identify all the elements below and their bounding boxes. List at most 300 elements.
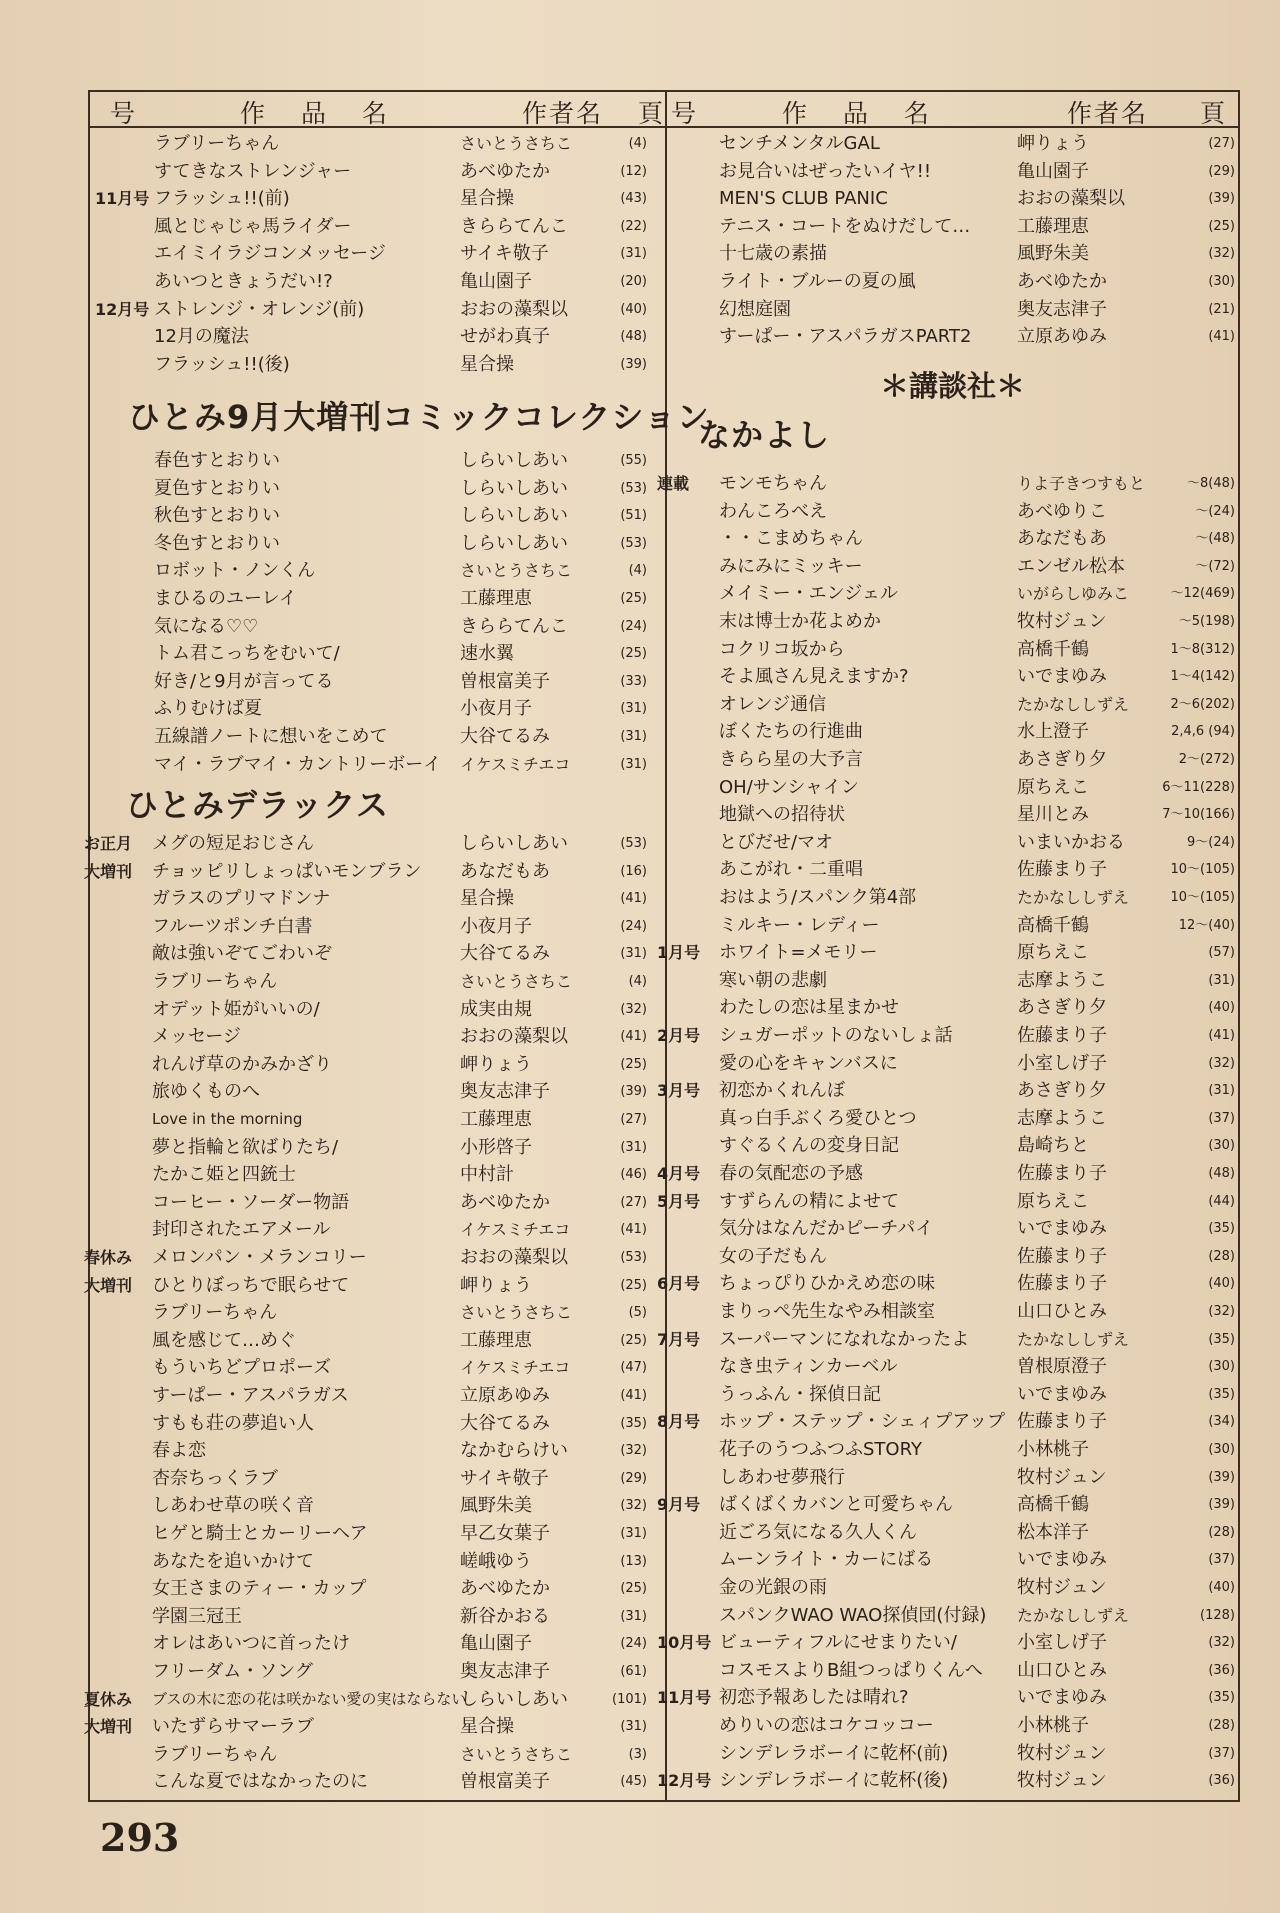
author-name: イケスミチエコ — [460, 1220, 571, 1240]
page-ref: (39) — [1208, 1469, 1235, 1485]
page-ref: (51) — [620, 508, 647, 524]
table-row — [667, 1546, 1242, 1573]
table-row — [90, 158, 665, 185]
author-name: 佐藤まり子 — [1017, 1025, 1107, 1046]
author-name: イケスミチエコ — [460, 1358, 571, 1378]
work-title: ロボット・ノンくん — [154, 560, 316, 582]
table-row — [667, 718, 1242, 745]
table-row — [90, 530, 665, 557]
page-ref: (32) — [620, 1498, 647, 1514]
page-ref: (55) — [620, 453, 647, 468]
author-name: いまいかおる — [1017, 831, 1125, 853]
author-name: いでまゆみ — [1017, 666, 1107, 688]
work-title: メロンパン・メランコリー — [152, 1247, 367, 1268]
work-title: お見合いはぜったいイヤ!! — [719, 160, 932, 182]
page-ref: (37) — [1208, 1110, 1235, 1126]
author-name: 小形啓子 — [460, 1136, 532, 1158]
header-author: 作者名 — [1067, 99, 1149, 128]
author-name: さいとうさちこ — [460, 1303, 573, 1323]
work-title: シンデレラボーイに乾杯(前) — [719, 1742, 949, 1764]
work-title: ラブリーちゃん — [152, 971, 278, 992]
author-name: あなだもあ — [460, 860, 550, 882]
work-title: 気になる♡♡ — [154, 615, 259, 637]
header-page: 頁 — [1200, 99, 1228, 128]
issue-label: 11月号 — [95, 189, 150, 209]
page-ref: (41) — [620, 1222, 647, 1238]
page-ref: (57) — [1208, 945, 1235, 961]
page-ref: (43) — [620, 191, 647, 207]
table-row — [667, 856, 1242, 883]
author-name: 亀山園子 — [1017, 160, 1089, 182]
author-name: 風野朱美 — [1017, 243, 1089, 265]
work-title: なき虫ティンカーベル — [719, 1356, 898, 1378]
section-hitomi9-title: ひとみ9月大増刊コミックコレクション — [128, 398, 710, 436]
page-ref: (41) — [1208, 1028, 1235, 1043]
table-row — [667, 268, 1242, 295]
table-row — [667, 1464, 1242, 1491]
issue-label: 夏休み — [84, 1689, 133, 1709]
page-ref: (25) — [1208, 218, 1235, 234]
table-row — [90, 1051, 665, 1078]
page-ref: (35) — [620, 1415, 647, 1431]
page-ref: 〜12(469) — [1170, 586, 1235, 602]
author-name: 亀山園子 — [460, 271, 532, 292]
author-name: 大谷てるみ — [460, 943, 550, 965]
table-row — [667, 1050, 1242, 1077]
table-row — [667, 608, 1242, 635]
author-name: 水上澄子 — [1017, 721, 1089, 743]
author-name: あべゆたか — [460, 1191, 550, 1213]
issue-label: 2月号 — [657, 1026, 701, 1045]
work-title: 花子のうつふつふSTORY — [719, 1439, 922, 1460]
work-title: とびだせ/マオ — [719, 831, 834, 853]
work-title: 初恋かくれんぼ — [719, 1080, 845, 1102]
work-title: まひるのユーレイ — [154, 588, 297, 609]
table-row — [657, 1326, 1242, 1353]
table-row — [90, 296, 665, 323]
work-title: 秋色すとおりい — [154, 505, 280, 527]
table-row — [90, 557, 665, 584]
table-row — [657, 1408, 1242, 1435]
page-ref: (31) — [1208, 972, 1235, 988]
author-name: おおの藻梨以 — [460, 298, 568, 320]
author-name: 立原あゆみ — [460, 1385, 550, 1406]
table-row — [657, 1491, 1242, 1518]
work-title: ラブリーちゃん — [154, 133, 280, 154]
work-title: みにみにミッキー — [719, 555, 863, 577]
table-row — [90, 695, 665, 722]
table-row — [84, 1244, 665, 1271]
page-ref: (40) — [1208, 1000, 1235, 1016]
publisher-title: ＊講談社＊ — [880, 369, 1026, 403]
table-row — [657, 1767, 1242, 1794]
author-name: いでまゆみ — [1017, 1549, 1107, 1571]
work-title: そよ風さん見えますか? — [719, 666, 909, 688]
table-row — [90, 613, 665, 640]
work-title: 真っ白手ぶくろ愛ひとつ — [719, 1107, 917, 1129]
table-row — [667, 240, 1242, 267]
page-ref: (31) — [620, 946, 647, 962]
table-row — [90, 1106, 665, 1133]
author-name: 岬りょう — [460, 1053, 532, 1075]
table-row — [90, 475, 665, 502]
work-title: 十七歳の素描 — [719, 243, 827, 265]
table-row — [90, 668, 665, 695]
work-title: 地獄への招待状 — [719, 804, 845, 826]
table-row — [667, 1519, 1242, 1546]
work-title: 五線譜ノートに想いをこめて — [154, 726, 388, 747]
author-name: りよ子きつすもと — [1017, 474, 1146, 493]
author-name: 速水翼 — [460, 643, 514, 665]
work-title: コクリコ坂から — [719, 638, 845, 660]
work-title: マイ・ラブマイ・カントリーボーイ — [154, 753, 442, 775]
author-name: 星合操 — [460, 353, 514, 375]
index-table — [84, 90, 1240, 1802]
author-name: いでまゆみ — [1017, 1383, 1107, 1405]
table-row — [90, 885, 665, 912]
author-name: 奥友志津子 — [460, 1081, 550, 1103]
page-ref: (20) — [620, 274, 647, 289]
page-ref: (48) — [1208, 1166, 1235, 1181]
author-name: 新谷かおる — [460, 1605, 550, 1627]
page-ref: (47) — [620, 1360, 647, 1376]
work-title: たかこ姫と四銃士 — [152, 1164, 296, 1186]
page-ref: 12〜(40) — [1178, 917, 1235, 933]
work-title: わんころべえ — [719, 500, 827, 522]
page-ref: (28) — [1208, 1718, 1235, 1733]
page-ref: (101) — [612, 1691, 647, 1707]
table-row — [90, 1161, 665, 1188]
header-title: 作 品 名 — [240, 99, 401, 128]
page-ref: (24) — [620, 618, 647, 634]
page-ref: (128) — [1200, 1607, 1235, 1623]
work-title: ラブリーちゃん — [152, 1302, 278, 1324]
page-ref: (40) — [1208, 1580, 1235, 1595]
table-row — [667, 691, 1242, 718]
table-row — [90, 751, 665, 778]
issue-label: 8月号 — [657, 1412, 701, 1432]
page-ref: (24) — [620, 1636, 647, 1652]
page-ref: (27) — [620, 1194, 647, 1210]
table-row — [667, 498, 1242, 525]
work-title: ミルキー・レディー — [719, 914, 880, 936]
issue-label: 6月号 — [657, 1274, 701, 1294]
work-title: 初恋予報あしたは晴れ? — [719, 1687, 909, 1709]
page-ref: (48) — [620, 329, 647, 345]
table-row — [90, 1410, 665, 1437]
work-title: ガラスのプリマドンナ — [152, 888, 331, 910]
work-title: まりっぺ先生なやみ相談室 — [719, 1301, 935, 1322]
page-ref: (33) — [620, 673, 647, 689]
page-ref: (31) — [620, 246, 647, 262]
left-header — [90, 92, 665, 128]
page-ref: 〜(72) — [1195, 558, 1235, 574]
author-name: 奥友志津子 — [1017, 298, 1107, 320]
table-row — [657, 939, 1242, 966]
work-title: れんげ草のかみかざり — [152, 1053, 332, 1075]
issue-label: 11月号 — [657, 1688, 712, 1708]
author-name: サイキ敬子 — [460, 1467, 549, 1489]
page-ref: (13) — [620, 1553, 647, 1569]
work-title: 冬色すとおりい — [154, 532, 280, 554]
issue-label: 10月号 — [657, 1633, 712, 1653]
table-row — [90, 185, 665, 212]
author-name: さいとうさちこ — [460, 1744, 573, 1764]
work-title: あなたを追いかけて — [152, 1550, 314, 1572]
page-ref: (35) — [1208, 1690, 1235, 1706]
work-title: スーパーマンになれなかったよ — [719, 1328, 970, 1350]
table-row — [90, 502, 665, 529]
page-ref: (29) — [620, 1470, 647, 1486]
table-row — [90, 723, 665, 750]
table-row — [90, 1603, 665, 1630]
page-ref: (44) — [1208, 1193, 1235, 1209]
page-ref: (40) — [620, 301, 647, 317]
table-row — [667, 1132, 1242, 1159]
page-ref: (40) — [1208, 1276, 1235, 1292]
table-row — [90, 240, 665, 267]
table-row — [657, 1022, 1242, 1049]
work-title: あこがれ・二重唱 — [719, 859, 863, 881]
author-name: 立原あゆみ — [1017, 326, 1107, 348]
table-row — [90, 913, 665, 940]
author-name: しらいしあい — [460, 477, 568, 499]
work-title: うっふん・探偵日記 — [719, 1383, 881, 1405]
page-ref: (37) — [1208, 1552, 1235, 1568]
work-title: メイミー・エンジェル — [719, 583, 898, 605]
page-number: 293 — [100, 1815, 180, 1860]
work-title: チョッピリしょっぱいモンブラン — [152, 860, 422, 882]
author-name: 島崎ちと — [1017, 1135, 1089, 1157]
page-ref: (30) — [1208, 1138, 1235, 1154]
author-name: おおの藻梨以 — [460, 1247, 568, 1268]
table-row — [667, 801, 1242, 828]
work-title: 夏色すとおりい — [154, 477, 280, 499]
page-ref: (16) — [620, 863, 647, 879]
author-name: 佐藤まり子 — [1017, 1273, 1107, 1295]
work-title: 春色すとおりい — [154, 450, 280, 471]
work-title: ホワイト=メモリー — [719, 942, 878, 964]
table-row — [90, 968, 665, 995]
page-ref: 1〜8(312) — [1170, 641, 1235, 657]
table-row — [84, 1713, 665, 1740]
work-title: 夢と指輪と欲ばりたち/ — [152, 1136, 339, 1158]
author-name: 高橋千鶴 — [1017, 638, 1089, 660]
page-ref: (39) — [1208, 1497, 1235, 1513]
author-name: いでまゆみ — [1017, 1687, 1107, 1709]
work-title: オデット姫がいいの/ — [152, 998, 320, 1020]
work-title: もういちどプロポーズ — [152, 1357, 332, 1379]
table-row — [667, 1353, 1242, 1380]
page-ref: 〜8(48) — [1187, 476, 1235, 491]
work-title: すーぱー・アスパラガス — [152, 1385, 349, 1406]
work-title: すもも荘の夢追い人 — [152, 1412, 314, 1434]
author-name: 牧村ジュン — [1017, 1770, 1107, 1792]
author-name: 山口ひとみ — [1017, 1659, 1107, 1681]
author-name: 小夜月子 — [460, 915, 532, 937]
author-name: たかなししずえ — [1017, 1605, 1130, 1625]
author-name: 星合操 — [460, 188, 514, 210]
author-name: 風野朱美 — [460, 1495, 532, 1517]
page-ref: (31) — [620, 1526, 647, 1541]
table-row — [667, 884, 1242, 911]
author-name: 山口ひとみ — [1017, 1301, 1107, 1322]
page-ref: (39) — [620, 1084, 647, 1100]
author-name: あべゆりこ — [1017, 500, 1107, 522]
table-row — [90, 351, 665, 378]
author-name: 曽根富美子 — [460, 1771, 550, 1793]
table-row — [90, 1465, 665, 1492]
page-ref: (34) — [1208, 1414, 1235, 1430]
author-name: エンゼル松本 — [1017, 555, 1125, 577]
table-row — [90, 1492, 665, 1519]
page-ref: 2,4,6 (94) — [1171, 724, 1235, 740]
work-title: 金の光銀の雨 — [719, 1577, 827, 1598]
page-ref: (12) — [620, 163, 647, 179]
author-name: おおの藻梨以 — [460, 1026, 568, 1048]
author-name: さいとうさちこ — [460, 972, 573, 991]
work-title: ムーンライト・カーにばる — [719, 1549, 934, 1571]
table-row — [667, 213, 1242, 240]
author-name: 牧村ジュン — [1017, 1742, 1107, 1764]
table-row — [667, 1740, 1242, 1767]
page-ref: (30) — [1208, 1359, 1235, 1375]
author-name: 松本洋子 — [1017, 1521, 1089, 1543]
work-title: ホップ・ステップ・シェィプアップ — [719, 1411, 1006, 1433]
author-name: 亀山園子 — [460, 1633, 532, 1655]
author-name: 岬りょう — [460, 1274, 532, 1296]
table-row — [667, 553, 1242, 580]
work-title: スパンクWAO WAO探偵団(付録) — [719, 1604, 987, 1626]
work-title: しあわせ夢飛行 — [719, 1466, 845, 1488]
table-row — [90, 1216, 665, 1243]
author-name: イケスミチエコ — [460, 754, 571, 774]
table-row — [667, 1215, 1242, 1242]
table-row — [90, 1520, 665, 1547]
author-name: たかなししずえ — [1017, 888, 1130, 907]
work-title: オレンジ通信 — [719, 693, 827, 715]
page-ref: (31) — [620, 756, 647, 772]
work-title: オレはあいつに首ったけ — [152, 1633, 350, 1655]
work-title: 幻想庭園 — [719, 298, 791, 320]
page-ref: (36) — [1208, 1662, 1235, 1678]
table-row — [667, 580, 1242, 607]
issue-label: 12月号 — [95, 299, 150, 319]
author-name: 小林桃子 — [1017, 1715, 1089, 1736]
table-row — [90, 1189, 665, 1216]
work-title: 封印されたエアメール — [152, 1219, 331, 1241]
page-ref: (25) — [620, 591, 647, 606]
table-row — [667, 525, 1242, 552]
work-title: わたしの恋は星まかせ — [719, 997, 899, 1019]
author-name: いがらしゆみこ — [1017, 584, 1130, 604]
work-title: ビューティフルにせまりたい/ — [719, 1632, 957, 1654]
author-name: 佐藤まり子 — [1017, 1163, 1107, 1184]
table-row — [90, 1741, 665, 1768]
author-name: 曽根原澄子 — [1017, 1356, 1107, 1378]
issue-label: 7月号 — [657, 1329, 701, 1349]
table-row — [90, 996, 665, 1023]
table-row — [667, 1712, 1242, 1739]
author-name: しらいしあい — [460, 1688, 568, 1710]
author-name: 牧村ジュン — [1017, 1466, 1107, 1488]
work-title: すずらんの精によせて — [719, 1190, 900, 1212]
author-name: 小林桃子 — [1017, 1439, 1089, 1460]
work-title: シュガーポットのないしょ話 — [719, 1025, 953, 1046]
author-name: 佐藤まり子 — [1017, 1245, 1107, 1267]
issue-label: 1月号 — [657, 943, 701, 963]
author-name: たかなししずえ — [1017, 694, 1130, 714]
author-name: 志摩ようこ — [1017, 969, 1107, 991]
header-page: 頁 — [638, 99, 666, 128]
table-row — [90, 1078, 665, 1105]
table-row — [90, 447, 665, 474]
page-ref: (53) — [620, 1250, 647, 1265]
table-row — [90, 130, 665, 157]
page-ref: 2〜(272) — [1178, 752, 1235, 767]
work-title: 風とじゃじゃ馬ライダー — [154, 215, 352, 237]
table-row — [667, 1436, 1242, 1463]
issue-label: 春休み — [84, 1248, 133, 1267]
author-name: しらいしあい — [460, 532, 568, 554]
table-row — [667, 1105, 1242, 1132]
page-ref: (36) — [1208, 1773, 1235, 1789]
page-ref: (31) — [620, 1719, 647, 1735]
header-author: 作者名 — [522, 99, 604, 128]
author-name: なかむらけい — [460, 1440, 568, 1462]
work-title: Love in the morning — [152, 1110, 303, 1128]
page-ref: (32) — [1208, 1635, 1235, 1651]
issue-label: 12月号 — [657, 1771, 712, 1791]
work-title: エイミイラジコンメッセージ — [154, 243, 386, 265]
work-title: ブスの木に恋の花は咲かない愛の実はならない — [152, 1689, 467, 1708]
work-title: ・・こまめちゃん — [719, 528, 863, 550]
work-title: すぐるくんの変身日記 — [719, 1135, 899, 1157]
issue-label: 連載 — [657, 474, 690, 493]
table-row — [667, 774, 1242, 801]
author-name: あさぎり夕 — [1017, 1080, 1107, 1102]
page-ref: (32) — [1208, 1304, 1235, 1319]
page-ref: (39) — [620, 356, 647, 372]
page-ref: 6〜11(228) — [1162, 779, 1235, 795]
work-title: 春よ恋 — [152, 1440, 206, 1462]
table-row — [90, 1548, 665, 1575]
author-name: せがわ真子 — [460, 326, 550, 348]
table-row — [667, 1602, 1242, 1629]
author-name: 高橋千鶴 — [1017, 914, 1089, 936]
work-title: すてきなストレンジャー — [154, 160, 352, 182]
header-no: 号 — [671, 99, 699, 128]
author-name: 小室しげ子 — [1017, 1052, 1107, 1074]
page-ref: (30) — [1208, 274, 1235, 289]
work-title: トム君こっちをむいて/ — [154, 643, 340, 665]
table-row — [90, 1299, 665, 1326]
page-ref: (28) — [1208, 1248, 1235, 1264]
author-name: 成実由規 — [460, 998, 532, 1020]
table-row — [667, 636, 1242, 663]
page-ref: (4) — [628, 974, 647, 989]
table-row — [667, 158, 1242, 185]
work-title: ストレンジ・オレンジ(前) — [154, 298, 365, 320]
author-name: 星川とみ — [1017, 804, 1089, 826]
author-name: 牧村ジュン — [1017, 611, 1107, 632]
header-no: 号 — [110, 99, 138, 128]
work-title: ひとりぼっちで眠らせて — [152, 1274, 350, 1296]
work-title: メッセージ — [152, 1026, 241, 1048]
work-title: ふりむけば夏 — [154, 698, 262, 720]
page-ref: (53) — [620, 480, 647, 496]
table-row — [667, 1243, 1242, 1270]
